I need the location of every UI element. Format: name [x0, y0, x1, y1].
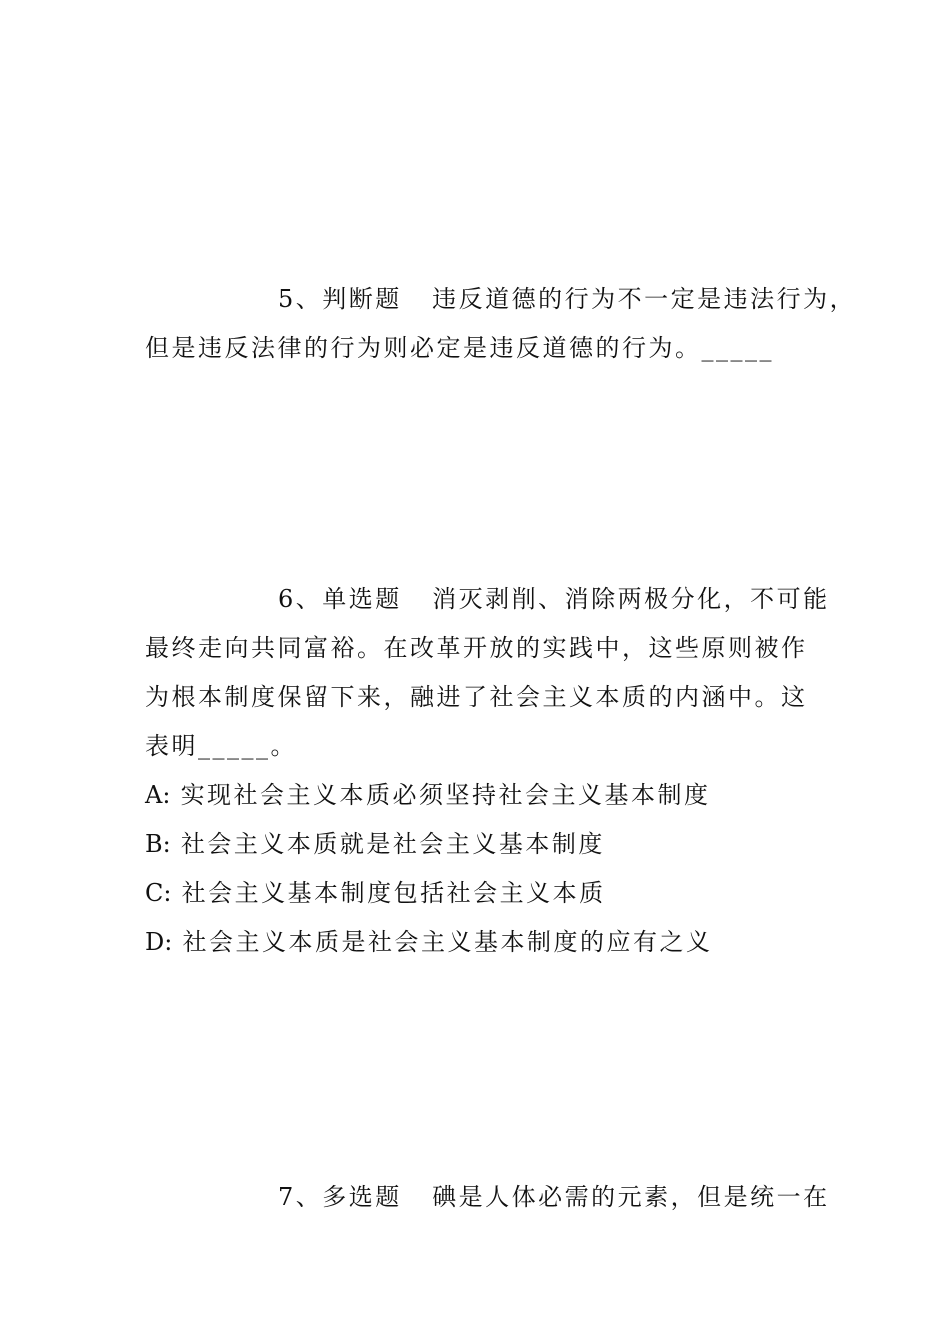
- question-6: [145, 575, 830, 967]
- option-letter: C:: [145, 879, 172, 907]
- question-type: 多选题: [322, 1183, 402, 1211]
- option-c: [145, 869, 810, 918]
- question-number: 6、: [278, 585, 323, 613]
- question-6-first-line: [145, 575, 830, 624]
- question-7: [145, 1173, 830, 1222]
- question-5-first-line: [145, 275, 857, 324]
- option-letter: B:: [145, 830, 171, 858]
- question-text-line: 为根本制度保留下来，融进了社会主义本质的内涵中。这: [145, 683, 808, 711]
- question-text-line: 违反道德的行为不一定是违法行为，: [432, 285, 857, 313]
- question-number: 7、: [278, 1183, 323, 1211]
- option-letter: D:: [145, 928, 173, 956]
- question-text-line: 但是违反法律的行为则必定是违反道德的行为。_____: [145, 334, 774, 362]
- question-7-first-line: [145, 1173, 830, 1222]
- option-d: [145, 918, 810, 967]
- question-text-line: 最终走向共同富裕。在改革开放的实践中，这些原则被作: [145, 634, 808, 662]
- option-text: 社会主义本质是社会主义基本制度的应有之义: [182, 928, 713, 956]
- option-b: [145, 820, 810, 869]
- option-letter: A:: [145, 781, 171, 809]
- question-text-line: 表明_____。: [145, 732, 297, 760]
- question-text-line: 碘是人体必需的元素，但是统一在: [432, 1183, 830, 1211]
- option-text: 实现社会主义本质必须坚持社会主义基本制度: [180, 781, 711, 809]
- option-a: [145, 771, 810, 820]
- question-5: [145, 275, 857, 373]
- option-text: 社会主义本质就是社会主义基本制度: [180, 830, 605, 858]
- question-type: 判断题: [322, 285, 402, 313]
- question-type: 单选题: [322, 585, 402, 613]
- question-number: 5、: [278, 285, 323, 313]
- option-text: 社会主义基本制度包括社会主义本质: [181, 879, 606, 907]
- question-text-line: 消灭剥削、消除两极分化，不可能: [432, 585, 830, 613]
